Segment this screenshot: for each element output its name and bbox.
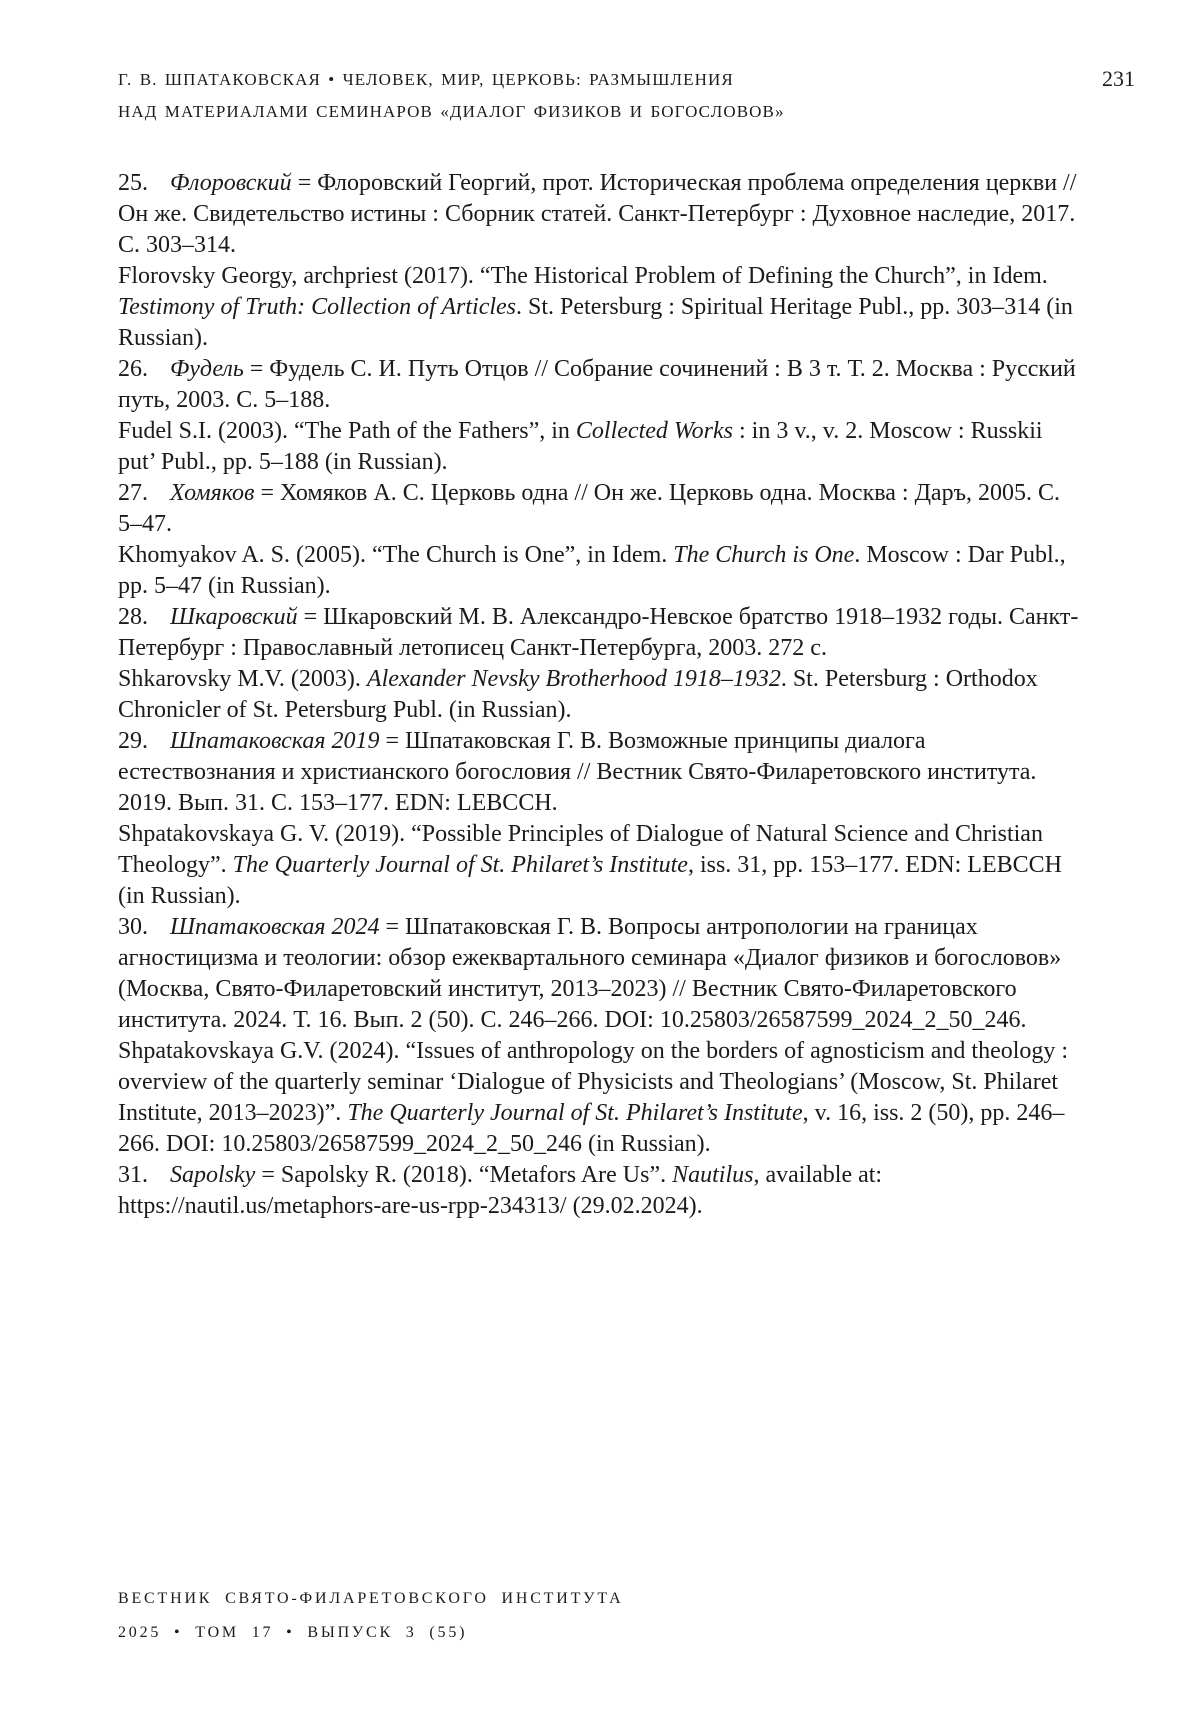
page-header [118, 64, 1135, 128]
italic-text-run: Фудель [170, 356, 244, 382]
entry-number: 30. [118, 914, 148, 940]
text-run: , available at: https://nautil.us/metaphors-are-us-rpp-234313/ (29.02.2024). [118, 1162, 883, 1219]
text-run: Florovsky Georgy, archpriest (2017). “The Historical Problem of Defining the Church”, in Idem. [118, 263, 1048, 289]
bibliography-entry [118, 726, 1085, 912]
citation-paragraph [118, 726, 1085, 819]
italic-text-run: The Quarterly Journal of St. Philaret’s Institute [347, 1100, 803, 1126]
italic-text-run: Хомяков [170, 480, 255, 506]
citation-paragraph [118, 354, 1085, 416]
page-number: 231 [1102, 66, 1135, 91]
entry-number: 27. [118, 480, 148, 506]
page-footer [118, 1582, 623, 1650]
text-run: Fudel S.I. (2003). “The Path of the Fathers”, in [118, 418, 576, 444]
text-run: = Шпатаковская Г. В. Возможные принципы диалога естествознания и христианского богословия // Вестник Свято-Филаретовского института. 2019. Вып. 31. С. 153–177. EDN: LEBCCH. [118, 728, 1037, 816]
bibliography-entry [118, 1160, 1085, 1222]
entry-number: 31. [118, 1162, 148, 1188]
citation-paragraph [118, 168, 1085, 261]
italic-text-run: Nautilus [672, 1162, 754, 1188]
translation-paragraph [118, 1036, 1085, 1160]
italic-text-run: Alexander Nevsky Brotherhood 1918–1932 [366, 666, 781, 692]
footer-volume-issue: 2025 • ТОМ 17 • ВЫПУСК 3 (55) [118, 1624, 468, 1641]
text-run: . St. Petersburg : Spiritual Heritage Publ., pp. 303–314 (in Russian). [118, 294, 1073, 351]
running-head-line2: НАД МАТЕРИАЛАМИ СЕМИНАРОВ «ДИАЛОГ ФИЗИКОВ И БОГОСЛОВОВ» [118, 102, 785, 121]
translation-paragraph [118, 540, 1085, 602]
bibliography-entry [118, 602, 1085, 726]
italic-text-run: Шпатаковская 2024 [170, 914, 380, 940]
text-run: = Фудель С. И. Путь Отцов // Собрание сочинений : В 3 т. Т. 2. Москва : Русский путь, 2003. С. 5–188. [118, 356, 1076, 413]
text-run: = Флоровский Георгий, прот. Историческая проблема определения церкви // Он же. Свидетельство истины : Сборник статей. Санкт-Петербург : Духовное наследие, 2017. С. 303–314. [118, 170, 1077, 258]
citation-paragraph [118, 1160, 1085, 1222]
citation-paragraph [118, 478, 1085, 540]
citation-paragraph [118, 912, 1085, 1036]
bibliography-entry [118, 478, 1085, 602]
text-run: , iss. 31, pp. 153–177. EDN: LEBCCH (in Russian). [118, 852, 1062, 909]
text-run: = Хомяков А. С. Церковь одна // Он же. Церковь одна. Москва : Даръ, 2005. С. 5–47. [118, 480, 1061, 537]
text-run: = Шкаровский М. В. Александро-Невское братство 1918–1932 годы. Санкт-Петербург : Православный летописец Санкт-Петербурга, 2003. 272 с. [118, 604, 1079, 661]
italic-text-run: Флоровский [170, 170, 292, 196]
italic-text-run: Шкаровский [170, 604, 298, 630]
bibliography-list [118, 168, 1085, 1222]
bibliography-entry [118, 354, 1085, 478]
bibliography-entry [118, 912, 1085, 1160]
text-run: Shpatakovskaya G.V. (2024). “Issues of anthropology on the borders of agnosticism and theology : overview of the quarterly seminar ‘Dialogue of Physicists and Theologians’ (Moscow, St. Philaret Institute, 2013–2023)”. [118, 1038, 1069, 1126]
text-run: = Sapolsky R. (2018). “Metafors Are Us”. [255, 1162, 673, 1188]
italic-text-run: Testimony of Truth: Collection of Articles [118, 294, 517, 320]
text-run: Shkarovsky M.V. (2003). [118, 666, 367, 692]
translation-paragraph [118, 819, 1085, 912]
entry-number: 25. [118, 170, 148, 196]
text-run: Shpatakovskaya G. V. (2019). “Possible Principles of Dialogue of Natural Science and Christian Theology”. [118, 821, 1043, 878]
citation-paragraph [118, 602, 1085, 664]
text-run: Khomyakov A. S. (2005). “The Church is One”, in Idem. [118, 542, 674, 568]
italic-text-run: Sapolsky [170, 1162, 256, 1188]
translation-paragraph [118, 416, 1085, 478]
running-head [118, 64, 785, 128]
entry-number: 26. [118, 356, 148, 382]
text-run: . Moscow : Dar Publ., pp. 5–47 (in Russian). [118, 542, 1066, 599]
footer-journal-title: ВЕСТНИК СВЯТО-ФИЛАРЕТОВСКОГО ИНСТИТУТА [118, 1590, 624, 1607]
translation-paragraph [118, 664, 1085, 726]
text-run: . St. Petersburg : Orthodox Chronicler of St. Petersburg Publ. (in Russian). [118, 666, 1038, 723]
text-run: = Шпатаковская Г. В. Вопросы антропологии на границах агностицизма и теологии: обзор ежеквартального семинара «Диалог физиков и богословов» (Москва, Свято-Филаретовский институт, 2013–2023) // Вестник Свято-Филаретовского института. 2024. Т. 16. Вып. 2 (50). С. 246–266. DOI: 10.25803/26587599_2024_2_50_246. [118, 914, 1062, 1033]
text-run: : in 3 v., v. 2. Moscow : Russkii put’ Publ., pp. 5–188 (in Russian). [118, 418, 1043, 475]
text-run: , v. 16, iss. 2 (50), pp. 246–266. DOI: 10.25803/26587599_2024_2_50_246 (in Russian). [118, 1100, 1065, 1157]
italic-text-run: Шпатаковская 2019 [170, 728, 380, 754]
entry-number: 29. [118, 728, 148, 754]
italic-text-run: The Quarterly Journal of St. Philaret’s Institute [232, 852, 688, 878]
translation-paragraph [118, 261, 1085, 354]
entry-number: 28. [118, 604, 148, 630]
running-head-line1: Г. В. ШПАТАКОВСКАЯ • ЧЕЛОВЕК, МИР, ЦЕРКОВЬ: РАЗМЫШЛЕНИЯ [118, 70, 734, 89]
bibliography-entry [118, 168, 1085, 354]
italic-text-run: The Church is One [673, 542, 855, 568]
italic-text-run: Collected Works [575, 418, 734, 444]
